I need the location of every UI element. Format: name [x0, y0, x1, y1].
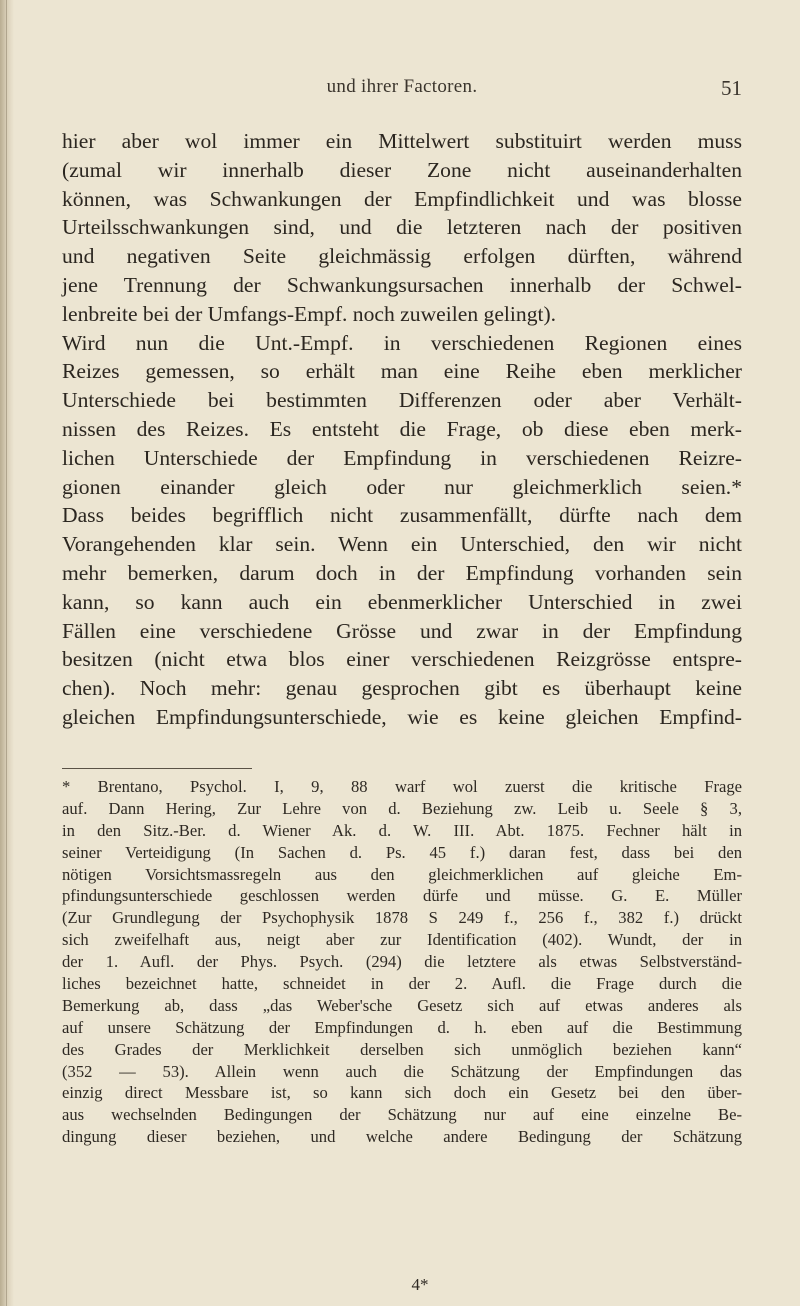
running-head	[62, 76, 742, 102]
footnote-line: dingung dieser beziehen, und welche andere Bedingung der Schätzung	[62, 1127, 742, 1147]
footnote-line: des Grades der Merklichkeit derselben sich unmöglich beziehen kann“	[62, 1039, 742, 1059]
footnote-line: auf. Dann Hering, Zur Lehre von d. Beziehung zw. Leib u. Seele § 3,	[62, 798, 742, 818]
footnote-line: liches bezeichnet hatte, schneidet in der 2. Aufl. die Frage durch die	[62, 974, 742, 994]
footnote-line: einzig direct Messbare ist, so kann sich doch ein Gesetz bei den über-	[62, 1083, 742, 1103]
footnote-line: auf unsere Schätzung der Empfindungen d. h. eben auf die Bestimmung	[62, 1017, 742, 1037]
body-line: Unterschiede bei bestimmten Differenzen oder aber Verhält-	[62, 388, 742, 413]
body-line: Dass beides begrifflich nicht zusammenfällt, dürfte nach dem	[62, 503, 742, 528]
footnote-divider	[62, 768, 252, 769]
body-line: kann, so kann auch ein ebenmerklicher Unterschied in zwei	[62, 589, 742, 614]
body-line: jene Trennung der Schwankungsursachen innerhalb der Schwel-	[62, 272, 742, 297]
page-binding-shadow	[0, 0, 14, 1306]
page-edge-line	[6, 0, 7, 1306]
body-line: können, was Schwankungen der Empfindlichkeit und was blosse	[62, 186, 742, 211]
body-line: Urteilsschwankungen sind, und die letzteren nach der positiven	[62, 215, 742, 240]
footnote-line: aus wechselnden Bedingungen der Schätzung nur auf eine einzelne Be-	[62, 1105, 742, 1125]
body-line: Fällen eine verschiedene Grösse und zwar in der Empfindung	[62, 618, 742, 643]
body-line: hier aber wol immer ein Mittelwert substituirt werden muss	[62, 129, 742, 153]
body-line: und negativen Seite gleichmässig erfolgen dürften, während	[62, 244, 742, 269]
body-line: lenbreite bei der Umfangs-Empf. noch zuweilen gelingt).	[62, 301, 557, 326]
body-line: Vorangehenden klar sein. Wenn ein Unterschied, den wir nicht	[62, 532, 742, 557]
body-line: besitzen (nicht etwa blos einer verschiedenen Reizgrösse entspre-	[62, 647, 742, 672]
body-line: chen). Noch mehr: genau gesprochen gibt es überhaupt keine	[62, 676, 742, 701]
footnote-line: (352 — 53). Allein wenn auch die Schätzung der Empfindungen das	[62, 1061, 742, 1081]
body-line: (zumal wir innerhalb dieser Zone nicht auseinanderhalten	[62, 157, 742, 182]
body-line: lichen Unterschiede der Empfindung in verschiedenen Reizre-	[62, 445, 742, 470]
main-text	[62, 127, 742, 732]
body-line: Wird nun die Unt.-Empf. in verschiedenen Regionen eines	[62, 330, 742, 355]
footnote-line: Bemerkung ab, dass „das Weber'sche Gesetz sich auf etwas anderes als	[62, 995, 742, 1015]
body-line: gleichen Empfindungsunterschiede, wie es keine gleichen Empfind-	[62, 704, 742, 729]
body-line: Reizes gemessen, so erhält man eine Reihe eben merklicher	[62, 359, 742, 384]
signature-mark	[0, 1275, 800, 1295]
footnote-line: der 1. Aufl. der Phys. Psych. (294) die letztere als etwas Selbstverständ-	[62, 952, 742, 972]
footnote-line: * Brentano, Psychol. I, 9, 88 warf wol zuerst die kritische Frage	[62, 777, 742, 796]
page-number: 51	[721, 76, 742, 100]
running-title: und ihrer Factoren.	[326, 76, 478, 97]
body-line: mehr bemerken, darum doch in der Empfindung vorhanden sein	[62, 560, 742, 585]
footnote-line: in den Sitz.-Ber. d. Wiener Ak. d. W. III. Abt. 1875. Fechner hält in	[62, 820, 742, 840]
footnote-line: seiner Verteidigung (In Sachen d. Ps. 45 f.) daran fest, dass bei den	[62, 842, 742, 862]
footnote-line: nötigen Vorsichtsmassregeln aus den gleichmerklichen auf gleiche Em-	[62, 864, 742, 884]
body-line: gionen einander gleich oder nur gleichmerklich seien.*	[62, 474, 742, 499]
footnote-line: (Zur Grundlegung der Psychophysik 1878 S 249 f., 256 f., 382 f.) drückt	[62, 908, 742, 928]
footnote-line: sich zweifelhaft aus, neigt aber zur Identification (402). Wundt, der in	[62, 930, 742, 950]
footnote-line: pfindungsunterschiede geschlossen werden dürfe und müsse. G. E. Müller	[62, 886, 742, 906]
signature-label: 4*	[411, 1275, 429, 1294]
body-line: nissen des Reizes. Es entsteht die Frage, ob diese eben merk-	[62, 416, 742, 441]
footnote	[62, 776, 742, 1148]
